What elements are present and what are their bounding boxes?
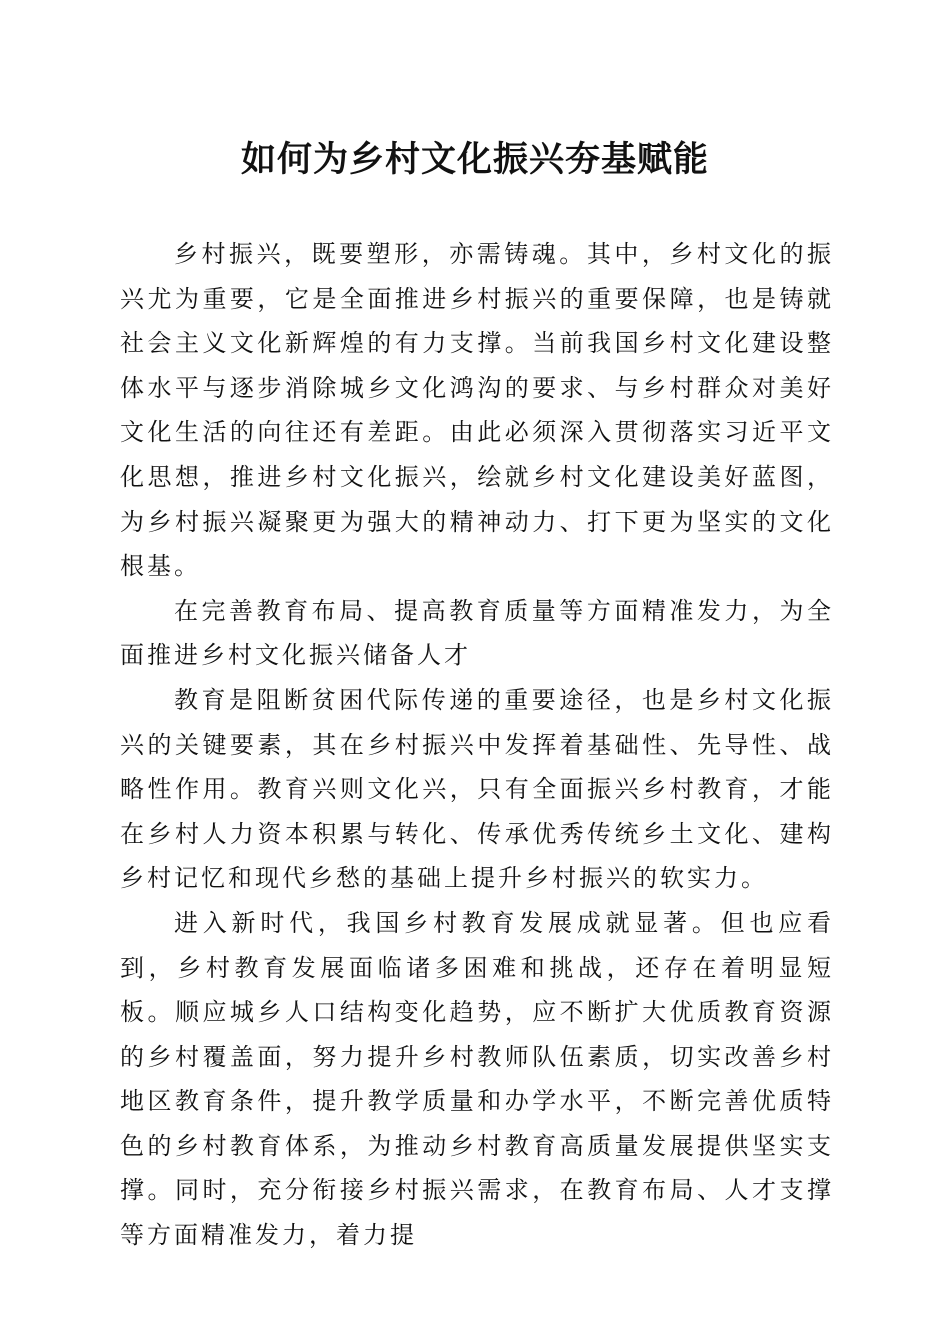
document-title: 如何为乡村文化振兴夯基赋能 [240, 139, 709, 180]
document-body [120, 232, 834, 1258]
paragraph-section-heading: 在完善教育布局、提高教育质量等方面精准发力，为全面推进乡村文化振兴储备人才 [120, 596, 834, 670]
paragraph-new-era: 进入新时代，我国乡村教育发展成就显著。但也应看到，乡村教育发展面临诸多困难和挑战，还存在着明显短板。顺应城乡人口结构变化趋势，应不断扩大优质教育资源的乡村覆盖面，努力提升乡村教师队伍素质，切实改善乡村地区教育条件，提升教学质量和办学水平，不断完善优质特色的乡村教育体系，为推动乡村教育高质量发展提供坚实支撑。同时，充分衔接乡村振兴需求，在教育布局、人才支撑等方面精准发力，着力提 [120, 908, 834, 1250]
paragraph-education-role: 教育是阻断贫困代际传递的重要途径，也是乡村文化振兴的关键要素，其在乡村振兴中发挥着基础性、先导性、战略性作用。教育兴则文化兴，只有全面振兴乡村教育，才能在乡村人力资本积累与转化、传承优秀传统乡土文化、建构乡村记忆和现代乡愁的基础上提升乡村振兴的软实力。 [120, 685, 834, 893]
paragraph-intro: 乡村振兴，既要塑形，亦需铸魂。其中，乡村文化的振兴尤为重要，它是全面推进乡村振兴的重要保障，也是铸就社会主义文化新辉煌的有力支撑。当前我国乡村文化建设整体水平与逐步消除城乡文化鸿沟的要求、与乡村群众对美好文化生活的向往还有差距。由此必须深入贯彻落实习近平文化思想，推进乡村文化振兴，绘就乡村文化建设美好蓝图，为乡村振兴凝聚更为强大的精神动力、打下更为坚实的文化根基。 [120, 240, 834, 581]
